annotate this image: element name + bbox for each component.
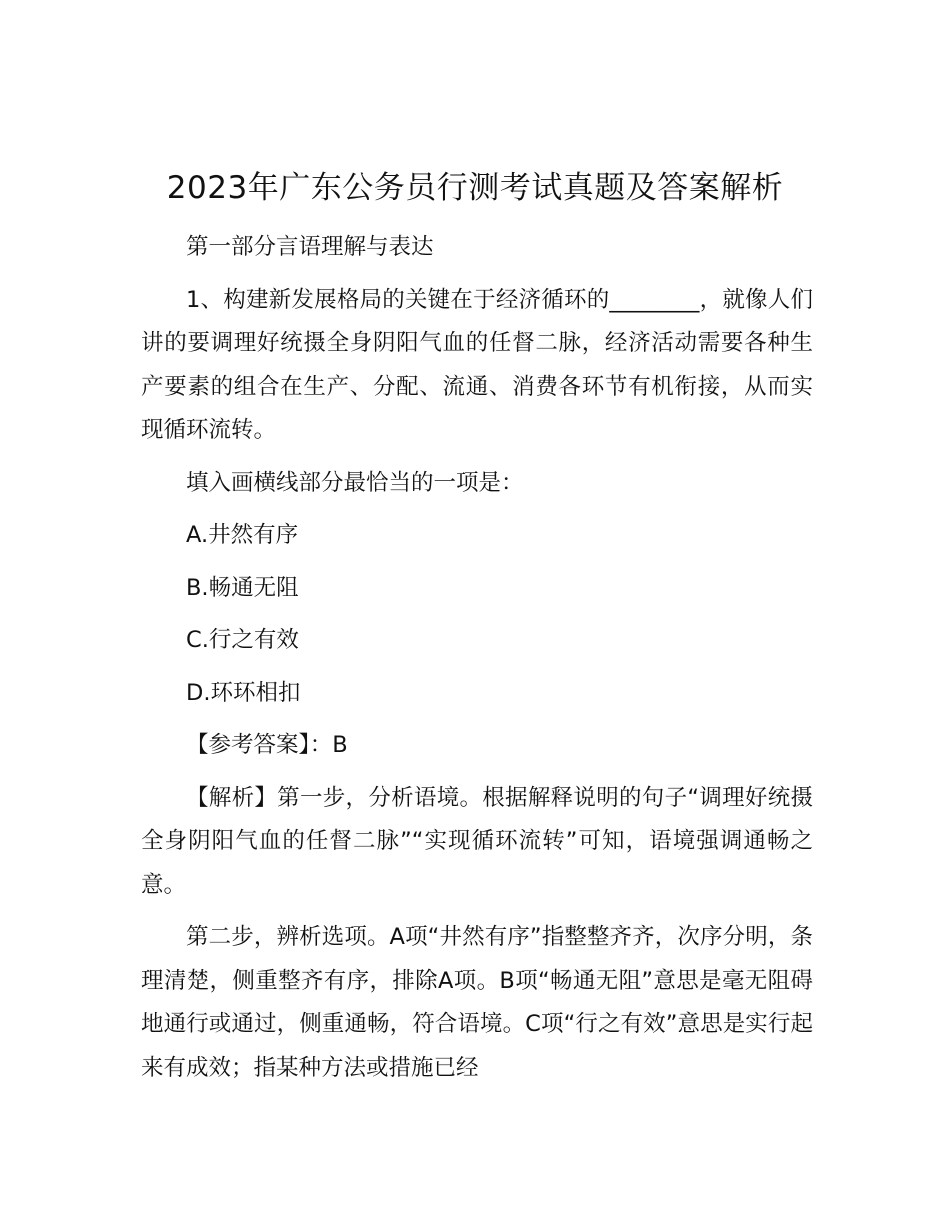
document-title: 2023年广东公务员行测考试真题及答案解析: [166, 170, 784, 206]
reference-answer: 【参考答案】：B: [186, 732, 348, 758]
analysis-step-one: 【解析】第一步，分析语境。根据解释说明的句子“调理好统摄全身阴阳气血的任督二脉”“实现循环流转”可知，语境强调通畅之意。: [141, 784, 813, 898]
option-c: C.行之有效: [186, 627, 299, 653]
document-body: [141, 226, 813, 1099]
question-text: 1、构建新发展格局的关键在于经济循环的________，就像人们讲的要调理好统摄全身阴阳气血的任督二脉，经济活动需要各种生产要素的组合在生产、分配、流通、消费各环节有机衔接，从而实现循环流转。: [141, 286, 813, 443]
option-a: A.井然有序: [186, 522, 299, 548]
option-d: D.环环相扣: [186, 679, 301, 706]
analysis-step-two: 第二步，辨析选项。A项“井然有序”指整整齐齐，次序分明，条理清楚，侧重整齐有序，排除A项。B项“畅通无阻”意思是毫无阻碍地通行或通过，侧重通畅，符合语境。C项“行之有效”意思是实行起来有成效；指某种方法或措施已经: [141, 924, 813, 1081]
option-b: B.畅通无阻: [186, 574, 299, 601]
section-heading: 第一部分言语理解与表达: [186, 234, 434, 260]
question-prompt: 填入画横线部分最恰当的一项是：: [186, 469, 524, 496]
